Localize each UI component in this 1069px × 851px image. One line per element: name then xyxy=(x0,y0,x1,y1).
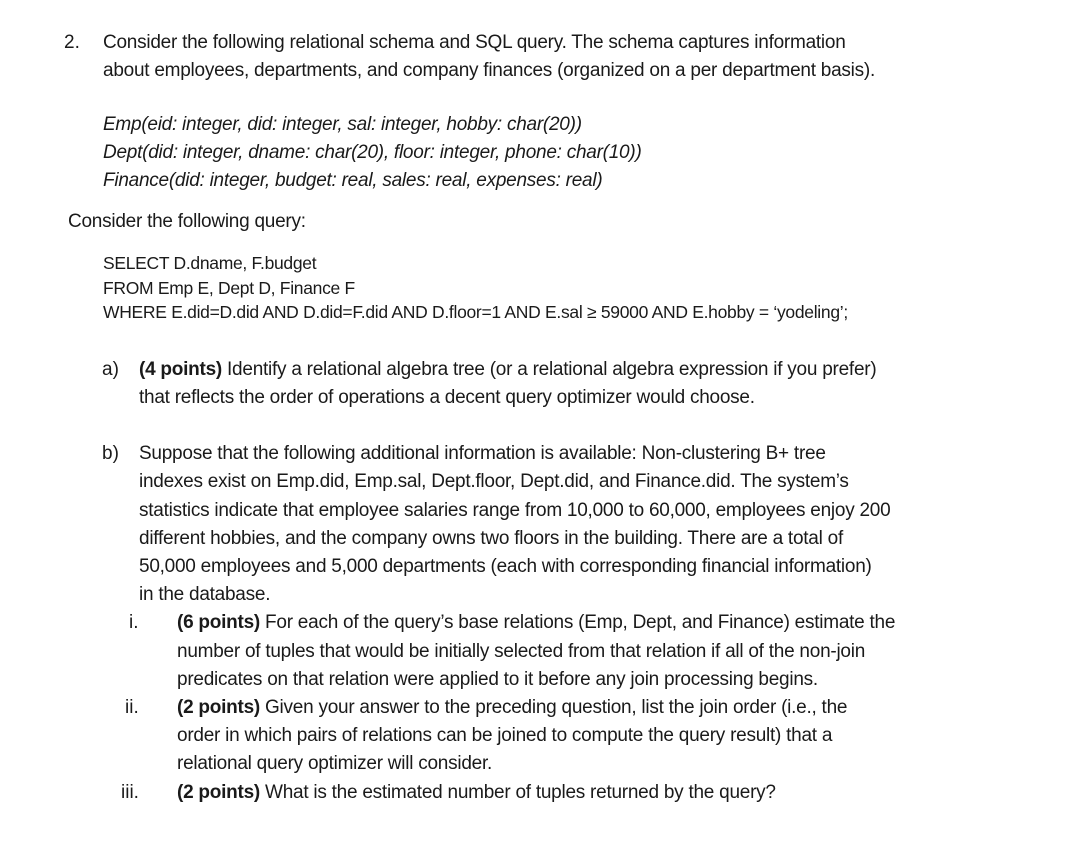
sql-from: FROM Emp E, Dept D, Finance F xyxy=(103,278,355,298)
schema-finance: Finance(did: integer, budget: real, sales: real, expenses: real) xyxy=(103,170,603,191)
part-a-points: (4 points) xyxy=(139,359,222,380)
subpart-iii-marker: iii. xyxy=(121,782,139,803)
subpart-i-marker: i. xyxy=(129,612,139,633)
subpart-iii-text-1: What is the estimated number of tuples returned by the query? xyxy=(260,782,776,803)
schema-dept: Dept(did: integer, dname: char(20), floor: integer, phone: char(10)) xyxy=(103,142,642,163)
subpart-i-line-1 xyxy=(177,609,895,637)
intro-line-1: Consider the following relational schema and SQL query. The schema captures information xyxy=(103,32,846,53)
subpart-i-text-1: For each of the query’s base relations (Emp, Dept, and Finance) estimate the xyxy=(260,612,896,633)
subpart-ii-line-3: relational query optimizer will consider. xyxy=(177,753,493,774)
sql-select: SELECT D.dname, F.budget xyxy=(103,253,317,273)
part-a-line-1 xyxy=(139,356,876,384)
subpart-ii-line-1 xyxy=(177,694,847,722)
part-a-text-1: Identify a relational algebra tree (or a relational algebra expression if you prefer) xyxy=(222,359,877,380)
subpart-i-line-2: number of tuples that would be initially selected from that relation if all of the non-join xyxy=(177,641,866,662)
part-b-marker: b) xyxy=(102,443,119,464)
subpart-iii-points: (2 points) xyxy=(177,782,260,803)
part-b-line-6: in the database. xyxy=(139,584,271,605)
part-b-line-5: 50,000 employees and 5,000 departments (each with corresponding financial information) xyxy=(139,556,872,577)
part-a-line-2: that reflects the order of operations a decent query optimizer would choose. xyxy=(139,387,755,408)
schema-emp: Emp(eid: integer, did: integer, sal: integer, hobby: char(20)) xyxy=(103,114,582,135)
subpart-ii-text-1: Given your answer to the preceding question, list the join order (i.e., the xyxy=(260,697,848,718)
subpart-ii-marker: ii. xyxy=(125,697,139,718)
part-b-line-3: statistics indicate that employee salaries range from 10,000 to 60,000, employees enjoy 200 xyxy=(139,500,891,521)
query-intro: Consider the following query: xyxy=(68,211,306,232)
part-b-line-4: different hobbies, and the company owns two floors in the building. There are a total of xyxy=(139,528,843,549)
part-b-line-1: Suppose that the following additional information is available: Non-clustering B+ tree xyxy=(139,443,826,464)
subpart-iii-line-1 xyxy=(177,779,776,807)
sql-where: WHERE E.did=D.did AND D.did=F.did AND D.floor=1 AND E.sal ≥ 59000 AND E.hobby = ‘yodeling’; xyxy=(103,302,848,322)
subpart-ii-points: (2 points) xyxy=(177,697,260,718)
part-b-line-2: indexes exist on Emp.did, Emp.sal, Dept.floor, Dept.did, and Finance.did. The system’s xyxy=(139,471,849,492)
part-a-marker: a) xyxy=(102,359,119,380)
subpart-i-line-3: predicates on that relation were applied to it before any join processing begins. xyxy=(177,669,818,690)
intro-line-2: about employees, departments, and company finances (organized on a per department basis). xyxy=(103,60,875,81)
question-number: 2. xyxy=(64,32,80,53)
subpart-ii-line-2: order in which pairs of relations can be joined to compute the query result) that a xyxy=(177,725,833,746)
subpart-i-points: (6 points) xyxy=(177,612,260,633)
